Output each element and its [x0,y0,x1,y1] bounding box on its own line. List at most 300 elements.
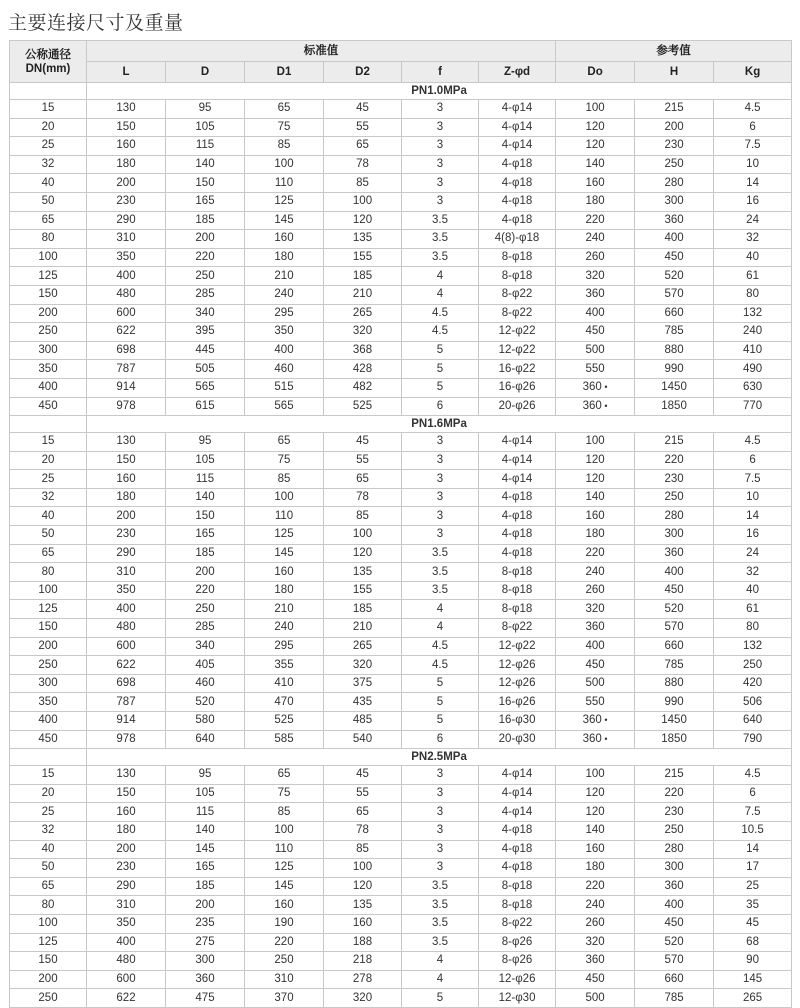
table-cell: 622 [87,656,166,675]
table-cell: 285 [166,619,245,638]
table-cell: 125 [10,600,87,619]
table-cell: 135 [324,896,402,915]
table-row [10,896,792,915]
table-cell: 14 [714,174,792,193]
spacer-cell [10,83,87,100]
table-cell: 3.5 [402,877,479,896]
table-cell: 145 [245,877,324,896]
table-cell: 565 [166,378,245,397]
table-cell: 95 [166,100,245,119]
table-cell: 4.5 [402,323,479,342]
table-cell: 580 [166,712,245,731]
table-cell: 24 [714,544,792,563]
table-cell: 500 [556,674,635,693]
table-cell: 500 [556,341,635,360]
table-cell: 160 [556,174,635,193]
table-cell: 3.5 [402,563,479,582]
table-cell: 185 [166,544,245,563]
table-cell: 4(8)-φ18 [479,230,556,249]
column-header: f [402,62,479,83]
table-cell: 3.5 [402,211,479,230]
table-row [10,285,792,304]
table-cell: 12-φ30 [479,989,556,1008]
table-cell: 200 [10,637,87,656]
table-cell: 3.5 [402,230,479,249]
table-row [10,989,792,1008]
table-cell: 6 [714,118,792,137]
table-cell: 260 [556,581,635,600]
table-cell: 100 [556,433,635,452]
table-cell: 110 [245,174,324,193]
header-standard-group: 标准值 [87,41,556,62]
table-cell: 190 [245,914,324,933]
table-cell: 4-φ18 [479,526,556,545]
table-cell: 4 [402,970,479,989]
table-cell: 520 [635,267,714,286]
table-cell: 505 [166,360,245,379]
table-cell: 20 [10,784,87,803]
table-row [10,674,792,693]
table-cell: 160 [556,840,635,859]
table-cell: 218 [324,952,402,971]
table-cell: 95 [166,433,245,452]
table-row [10,544,792,563]
table-cell: 3 [402,470,479,489]
table-cell: 290 [87,544,166,563]
table-row [10,637,792,656]
table-cell: 20 [10,451,87,470]
table-cell: 4-φ14 [479,766,556,785]
table-cell: 450 [635,248,714,267]
table-row [10,859,792,878]
table-cell: 220 [556,877,635,896]
table-cell: 310 [87,563,166,582]
table-row [10,470,792,489]
table-cell: 140 [556,821,635,840]
table-row [10,174,792,193]
table-cell: 8-φ18 [479,563,556,582]
table-cell: 8-φ18 [479,896,556,915]
table-cell: 360 [556,619,635,638]
table-cell: 3 [402,859,479,878]
table-cell: 6 [714,784,792,803]
table-cell: 250 [10,656,87,675]
table-cell: 110 [245,507,324,526]
table-cell: 622 [87,323,166,342]
table-row [10,433,792,452]
table-cell: 80 [714,619,792,638]
table-row [10,397,792,416]
table-cell: 400 [87,933,166,952]
page-title: 主要连接尺寸及重量 [8,12,184,34]
table-cell: 1450 [635,378,714,397]
table-cell: 55 [324,784,402,803]
table-cell: 360 • [556,730,635,749]
table-cell: 45 [324,433,402,452]
table-cell: 160 [87,470,166,489]
table-cell: 200 [635,118,714,137]
table-cell: 400 [10,712,87,731]
table-cell: 350 [245,323,324,342]
table-cell: 785 [635,656,714,675]
table-cell: 220 [556,211,635,230]
section-row [10,83,792,100]
table-cell: 61 [714,267,792,286]
table-cell: 220 [556,544,635,563]
table-cell: 12-φ22 [479,637,556,656]
table-cell: 3 [402,100,479,119]
column-header: Z-φd [479,62,556,83]
table-row [10,100,792,119]
table-cell: 85 [245,470,324,489]
table-cell: 230 [87,859,166,878]
table-cell: 125 [10,267,87,286]
table-cell: 125 [245,859,324,878]
table-cell: 6 [402,397,479,416]
table-cell: 410 [245,674,324,693]
table-cell: 320 [324,323,402,342]
table-row [10,914,792,933]
table-cell: 120 [556,470,635,489]
table-row [10,784,792,803]
table-cell: 100 [245,488,324,507]
table-cell: 698 [87,674,166,693]
table-cell: 410 [714,341,792,360]
table-cell: 6 [402,730,479,749]
table-cell: 180 [245,248,324,267]
table-cell: 5 [402,360,479,379]
table-cell: 100 [556,100,635,119]
table-cell: 250 [714,656,792,675]
table-cell: 210 [324,619,402,638]
table-cell: 15 [10,100,87,119]
table-cell: 24 [714,211,792,230]
table-cell: 250 [166,600,245,619]
table-cell: 12-φ22 [479,323,556,342]
table-cell: 500 [556,989,635,1008]
header-dn-label: 公称通径 [25,48,71,61]
table-cell: 200 [87,507,166,526]
spacer-cell [10,749,87,766]
table-cell: 4-φ18 [479,544,556,563]
table-row [10,267,792,286]
table-cell: 787 [87,693,166,712]
table-cell: 40 [714,581,792,600]
table-cell: 4-φ14 [479,433,556,452]
table-cell: 6 [714,451,792,470]
table-cell: 400 [635,896,714,915]
table-cell: 260 [556,248,635,267]
table-cell: 140 [166,155,245,174]
table-cell: 770 [714,397,792,416]
column-header: D2 [324,62,402,83]
table-cell: 640 [166,730,245,749]
table-cell: 75 [245,118,324,137]
table-cell: 370 [245,989,324,1008]
table-cell: 400 [556,637,635,656]
table-cell: 265 [324,637,402,656]
table-cell: 160 [556,507,635,526]
table-cell: 400 [635,563,714,582]
table-cell: 375 [324,674,402,693]
table-cell: 480 [87,285,166,304]
table-cell: 4-φ18 [479,507,556,526]
table-cell: 40 [10,840,87,859]
table-row [10,821,792,840]
table-cell: 150 [166,174,245,193]
table-cell: 4.5 [714,766,792,785]
table-cell: 180 [87,821,166,840]
table-row [10,581,792,600]
table-cell: 160 [245,230,324,249]
table-cell: 600 [87,304,166,323]
table-cell: 120 [556,137,635,156]
table-cell: 130 [87,766,166,785]
table-cell: 240 [556,896,635,915]
table-cell: 990 [635,360,714,379]
table-row [10,192,792,211]
table-cell: 880 [635,674,714,693]
table-cell: 230 [87,192,166,211]
table-cell: 280 [635,174,714,193]
table-cell: 215 [635,766,714,785]
table-cell: 460 [245,360,324,379]
table-cell: 285 [166,285,245,304]
table-cell: 660 [635,637,714,656]
table-row [10,693,792,712]
table-cell: 135 [324,230,402,249]
table-cell: 506 [714,693,792,712]
table-cell: 310 [245,970,324,989]
table-cell: 200 [87,174,166,193]
table-cell: 150 [10,952,87,971]
table-row [10,507,792,526]
table-cell: 12-φ26 [479,656,556,675]
table-cell: 45 [324,766,402,785]
table-cell: 80 [10,896,87,915]
table-cell: 520 [166,693,245,712]
table-row [10,451,792,470]
table-cell: 880 [635,341,714,360]
table-cell: 155 [324,248,402,267]
table-cell: 45 [324,100,402,119]
table-cell: 240 [245,285,324,304]
table-cell: 7.5 [714,137,792,156]
table-cell: 8-φ18 [479,600,556,619]
table-cell: 4.5 [402,656,479,675]
table-cell: 660 [635,304,714,323]
table-cell: 100 [10,914,87,933]
table-cell: 240 [556,563,635,582]
table-cell: 428 [324,360,402,379]
table-cell: 3 [402,507,479,526]
table-cell: 4.5 [714,433,792,452]
table-cell: 160 [87,803,166,822]
table-cell: 4-φ14 [479,470,556,489]
table-cell: 8-φ22 [479,914,556,933]
table-cell: 180 [87,155,166,174]
table-cell: 470 [245,693,324,712]
table-cell: 400 [635,230,714,249]
table-cell: 3 [402,451,479,470]
table-cell: 250 [635,155,714,174]
table-cell: 100 [10,581,87,600]
table-cell: 3.5 [402,248,479,267]
table-cell: 3 [402,488,479,507]
table-cell: 165 [166,526,245,545]
table-cell: 400 [87,267,166,286]
table-row [10,840,792,859]
table-cell: 4-φ14 [479,451,556,470]
table-cell: 450 [635,581,714,600]
table-cell: 140 [556,488,635,507]
table-cell: 16 [714,526,792,545]
table-cell: 210 [324,285,402,304]
table-cell: 480 [87,952,166,971]
column-header: Do [556,62,635,83]
table-cell: 32 [10,821,87,840]
table-cell: 4-φ14 [479,137,556,156]
table-cell: 360 [635,211,714,230]
table-cell: 3.5 [402,544,479,563]
table-cell: 125 [245,192,324,211]
table-cell: 4.5 [714,100,792,119]
table-cell: 235 [166,914,245,933]
table-cell: 450 [10,397,87,416]
table-cell: 300 [166,952,245,971]
table-cell: 85 [324,840,402,859]
table-cell: 120 [556,784,635,803]
table-cell: 200 [10,304,87,323]
spacer-cell [10,416,87,433]
table-row [10,933,792,952]
table-row [10,304,792,323]
table-cell: 12-φ22 [479,341,556,360]
table-cell: 16 [714,192,792,211]
table-cell: 340 [166,637,245,656]
table-cell: 150 [10,619,87,638]
table-cell: 3 [402,118,479,137]
table-cell: 525 [324,397,402,416]
table-cell: 320 [324,656,402,675]
table-cell: 120 [556,451,635,470]
table-cell: 550 [556,360,635,379]
table-cell: 1850 [635,730,714,749]
table-cell: 55 [324,118,402,137]
table-cell: 65 [10,544,87,563]
table-cell: 3 [402,803,479,822]
table-cell: 4 [402,952,479,971]
table-cell: 4-φ18 [479,859,556,878]
table-cell: 520 [635,600,714,619]
table-cell: 188 [324,933,402,952]
table-cell: 570 [635,619,714,638]
table-cell: 914 [87,712,166,731]
table-cell: 180 [245,581,324,600]
table-cell: 600 [87,637,166,656]
table-cell: 25 [10,137,87,156]
table-cell: 8-φ22 [479,304,556,323]
header-row-columns [10,62,792,83]
table-cell: 80 [10,563,87,582]
table-cell: 120 [556,803,635,822]
table-cell: 300 [635,526,714,545]
table-cell: 290 [87,211,166,230]
table-cell: 250 [166,267,245,286]
table-cell: 4-φ14 [479,803,556,822]
table-cell: 65 [245,433,324,452]
table-cell: 120 [556,118,635,137]
table-cell: 5 [402,712,479,731]
table-cell: 250 [635,821,714,840]
column-header: Kg [714,62,792,83]
table-row [10,600,792,619]
column-header: D [166,62,245,83]
table-cell: 978 [87,397,166,416]
table-cell: 4-φ18 [479,174,556,193]
table-cell: 100 [556,766,635,785]
table-cell: 300 [635,192,714,211]
table-cell: 250 [635,488,714,507]
table-cell: 65 [324,137,402,156]
table-cell: 20-φ26 [479,397,556,416]
table-cell: 600 [87,970,166,989]
table-cell: 698 [87,341,166,360]
table-cell: 115 [166,137,245,156]
section-label: PN2.5MPa [87,749,792,766]
table-row [10,341,792,360]
table-cell: 80 [714,285,792,304]
table-cell: 445 [166,341,245,360]
table-cell: 8-φ18 [479,248,556,267]
table-cell: 570 [635,952,714,971]
table-cell: 320 [556,600,635,619]
table-cell: 85 [245,803,324,822]
table-cell: 200 [10,970,87,989]
table-cell: 485 [324,712,402,731]
table-cell: 45 [714,914,792,933]
table-cell: 185 [324,600,402,619]
table-row [10,877,792,896]
table-row [10,766,792,785]
table-cell: 660 [635,970,714,989]
table-cell: 10.5 [714,821,792,840]
table-cell: 150 [87,451,166,470]
table-cell: 3 [402,821,479,840]
table-cell: 12-φ26 [479,674,556,693]
table-cell: 230 [635,803,714,822]
table-cell: 350 [87,248,166,267]
table-cell: 100 [324,192,402,211]
table-cell: 180 [556,192,635,211]
table-cell: 110 [245,840,324,859]
table-cell: 180 [556,526,635,545]
table-cell: 265 [714,989,792,1008]
table-cell: 165 [166,192,245,211]
table-cell: 785 [635,989,714,1008]
table-cell: 78 [324,488,402,507]
table-cell: 3 [402,192,479,211]
table-cell: 360 [635,544,714,563]
table-cell: 310 [87,230,166,249]
table-row [10,619,792,638]
table-cell: 350 [10,360,87,379]
table-cell: 420 [714,674,792,693]
table-cell: 460 [166,674,245,693]
table-cell: 220 [166,581,245,600]
table-cell: 120 [324,211,402,230]
table-cell: 585 [245,730,324,749]
